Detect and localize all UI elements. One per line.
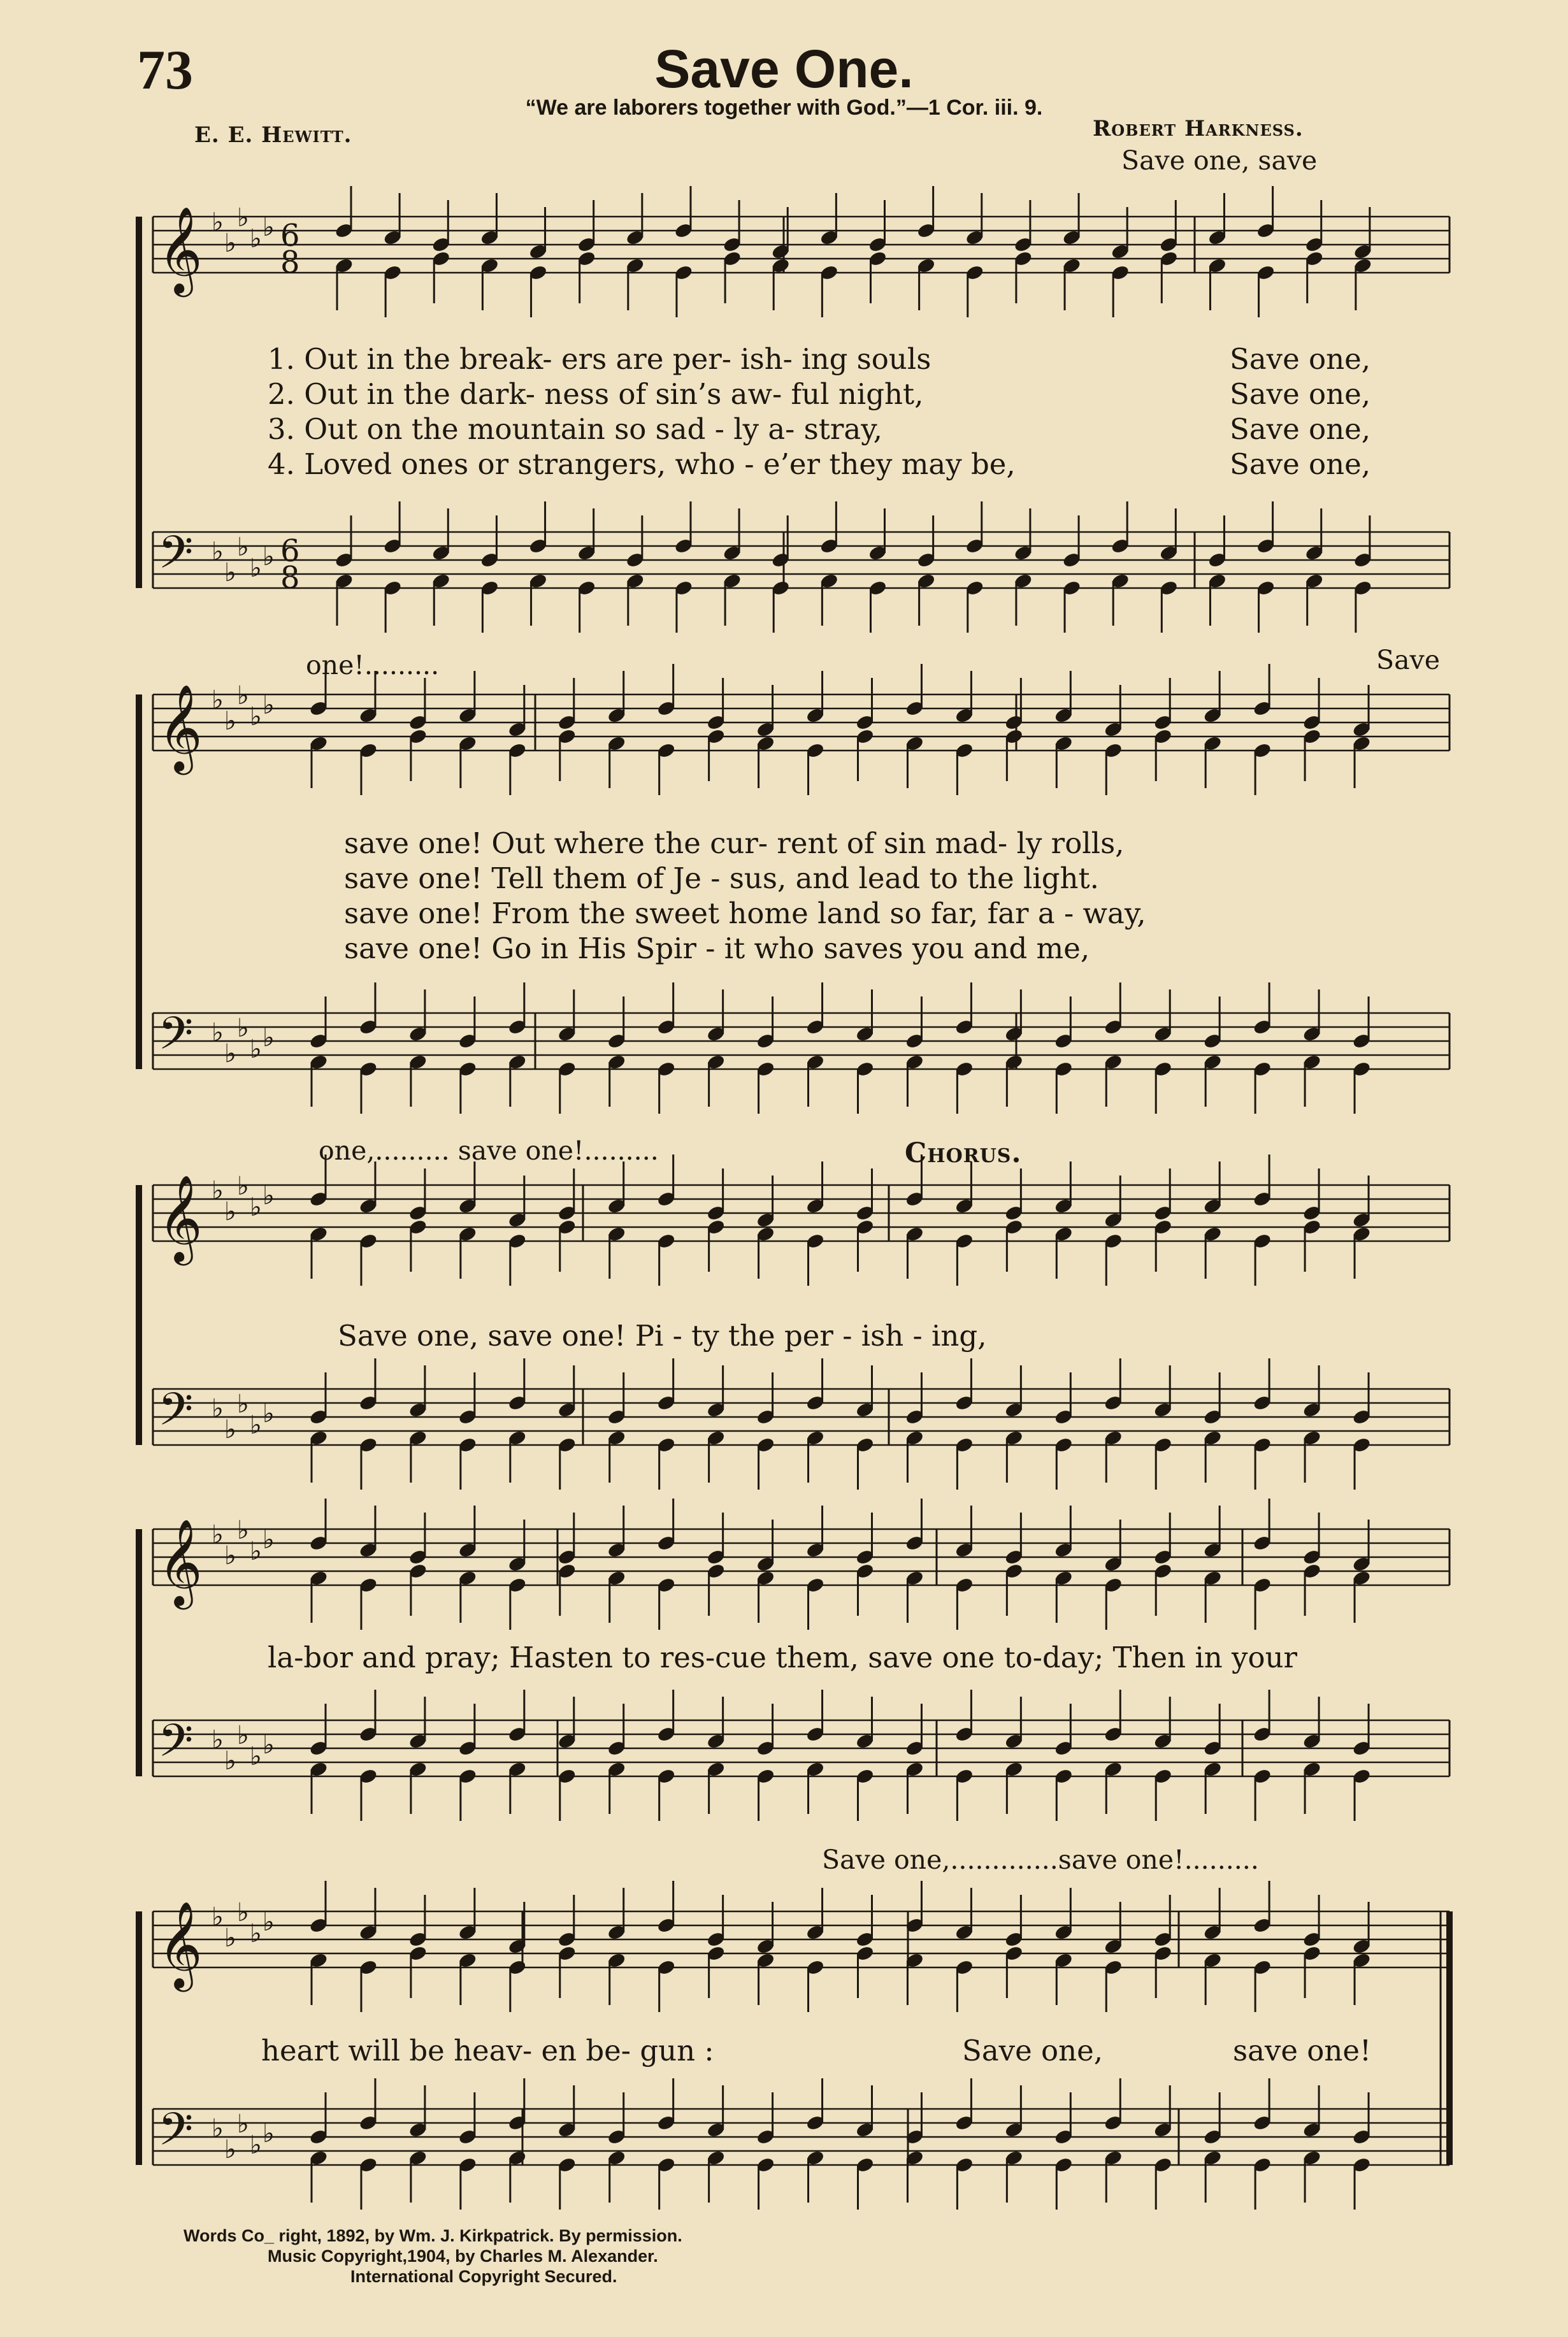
verse-4-line-2: save one! Go in His Spir - it who saves you and me,	[344, 931, 1090, 965]
treble-clef-icon: 𝄞	[158, 683, 203, 771]
flat-icon: ♭	[212, 1520, 224, 1550]
flat-icon: ♭	[250, 1411, 262, 1440]
flat-icon: ♭	[263, 1908, 275, 1937]
bass-clef-icon: 𝄢	[158, 1007, 194, 1071]
cue-text-save-one: Save one, save	[1121, 145, 1318, 176]
flat-icon: ♭	[237, 1721, 249, 1750]
cue-text-one-save-one: one,......... save one!.........	[319, 1135, 659, 1166]
treble-clef-icon: 𝄞	[158, 1518, 203, 1606]
flat-icon: ♭	[237, 1172, 249, 1201]
refrain-3: Save one,	[1230, 412, 1371, 446]
flat-icon: ♭	[263, 691, 275, 720]
cue-text-save: Save	[1376, 645, 1440, 675]
time-signature-icon: 6	[280, 218, 300, 254]
flat-icon: ♭	[224, 2135, 236, 2164]
hymn-number: 73	[137, 40, 193, 101]
flat-icon: ♭	[212, 1725, 224, 1755]
flat-icon: ♭	[224, 707, 236, 736]
flat-icon: ♭	[212, 537, 224, 566]
treble-clef-icon: 𝄞	[158, 205, 203, 293]
flat-icon: ♭	[212, 1394, 224, 1423]
cue-text-save-one-2: Save one,.............save one!.........	[822, 1844, 1259, 1875]
time-signature-icon: 6	[280, 533, 300, 569]
flat-icon: ♭	[212, 2114, 224, 2143]
flat-icon: ♭	[263, 213, 275, 242]
flat-icon: ♭	[263, 1730, 275, 1760]
copyright-line-3: International Copyright Secured.	[350, 2267, 617, 2286]
flat-icon: ♭	[212, 1018, 224, 1047]
bass-clef-icon: 𝄢	[158, 1715, 194, 1778]
verse-1-line-2: save one! Out where the cur- rent of sin mad- ly rolls,	[344, 826, 1125, 860]
lyricist-credit: E. E. Hewitt.	[194, 122, 352, 148]
flat-icon: ♭	[250, 1742, 262, 1771]
flat-icon: ♭	[250, 224, 262, 254]
flat-icon: ♭	[237, 2110, 249, 2139]
bass-clef-icon: 𝄢	[158, 2103, 194, 2167]
flat-icon: ♭	[237, 1014, 249, 1043]
treble-clef-icon: 𝄞	[158, 1174, 203, 1262]
flat-icon: ♭	[250, 554, 262, 583]
flat-icon: ♭	[212, 1902, 224, 1932]
chorus-lyric-2: la-bor and pray; Hasten to res-cue them, save one to-day; Then in your	[268, 1641, 1298, 1674]
flat-icon: ♭	[263, 2119, 275, 2148]
cue-text-one: one!.........	[306, 650, 440, 680]
flat-icon: ♭	[237, 203, 249, 233]
chorus-lyric-3: heart will be heav- en be- gun :	[261, 2034, 714, 2067]
flat-icon: ♭	[263, 1399, 275, 1428]
verse-1-line: 1. Out in the break- ers are per- ish- ing souls	[268, 342, 931, 376]
refrain-1: Save one,	[1230, 342, 1371, 376]
verse-2-line: 2. Out in the dark- ness of sin’s aw- ful night,	[268, 377, 924, 411]
flat-icon: ♭	[224, 1197, 236, 1226]
flat-icon: ♭	[250, 1919, 262, 1948]
time-signature-icon: 8	[280, 560, 300, 596]
flat-icon: ♭	[237, 681, 249, 710]
flat-icon: ♭	[224, 1924, 236, 1953]
flat-icon: ♭	[237, 1516, 249, 1545]
flat-icon: ♭	[250, 2131, 262, 2160]
flat-icon: ♭	[250, 1537, 262, 1566]
flat-icon: ♭	[224, 558, 236, 587]
hymn-title: Save One.	[654, 39, 914, 99]
verse-3-line-2: save one! From the sweet home land so far, far a - way,	[344, 896, 1146, 930]
flat-icon: ♭	[224, 1415, 236, 1444]
ending-save-one-1: Save one,	[962, 2034, 1104, 2067]
flat-icon: ♭	[250, 1193, 262, 1222]
composer-credit: Robert Harkness.	[1093, 116, 1304, 141]
flat-icon: ♭	[237, 1898, 249, 1927]
flat-icon: ♭	[212, 1176, 224, 1205]
ending-save-one-2: save one!	[1233, 2034, 1372, 2067]
flat-icon: ♭	[263, 1525, 275, 1555]
flat-icon: ♭	[237, 533, 249, 562]
flat-icon: ♭	[263, 542, 275, 572]
flat-icon: ♭	[237, 1390, 249, 1419]
flat-icon: ♭	[224, 1039, 236, 1068]
verse-4-line: 4. Loved ones or strangers, who - e’er they may be,	[268, 447, 1016, 481]
scripture-epigraph: “We are laborers together with God.”—1 Cor. iii. 9.	[525, 96, 1043, 120]
flat-icon: ♭	[250, 702, 262, 731]
refrain-2: Save one,	[1230, 377, 1371, 411]
flat-icon: ♭	[224, 1746, 236, 1776]
flat-icon: ♭	[212, 686, 224, 715]
flat-icon: ♭	[212, 208, 224, 237]
flat-icon: ♭	[224, 1541, 236, 1571]
flat-icon: ♭	[224, 229, 236, 258]
copyright-line-2: Music Copyright,1904, by Charles M. Alexander.	[268, 2247, 658, 2266]
chorus-label: Chorus.	[905, 1137, 1022, 1169]
flat-icon: ♭	[263, 1181, 275, 1211]
flat-icon: ♭	[250, 1035, 262, 1064]
bass-clef-icon: 𝄢	[158, 1383, 194, 1447]
chorus-lyric-1: Save one, save one! Pi - ty the per - ish - ing,	[338, 1319, 987, 1353]
bass-clef-icon: 𝄢	[158, 526, 194, 590]
refrain-4: Save one,	[1230, 447, 1371, 481]
time-signature-icon: 8	[280, 245, 300, 280]
verse-3-line: 3. Out on the mountain so sad - ly a- stray,	[268, 412, 882, 446]
treble-clef-icon: 𝄞	[158, 1900, 203, 1988]
flat-icon: ♭	[263, 1023, 275, 1053]
copyright-line-1: Words Co_ right, 1892, by Wm. J. Kirkpatrick. By permission.	[183, 2226, 682, 2245]
verse-2-line-2: save one! Tell them of Je - sus, and lead to the light.	[344, 861, 1099, 895]
